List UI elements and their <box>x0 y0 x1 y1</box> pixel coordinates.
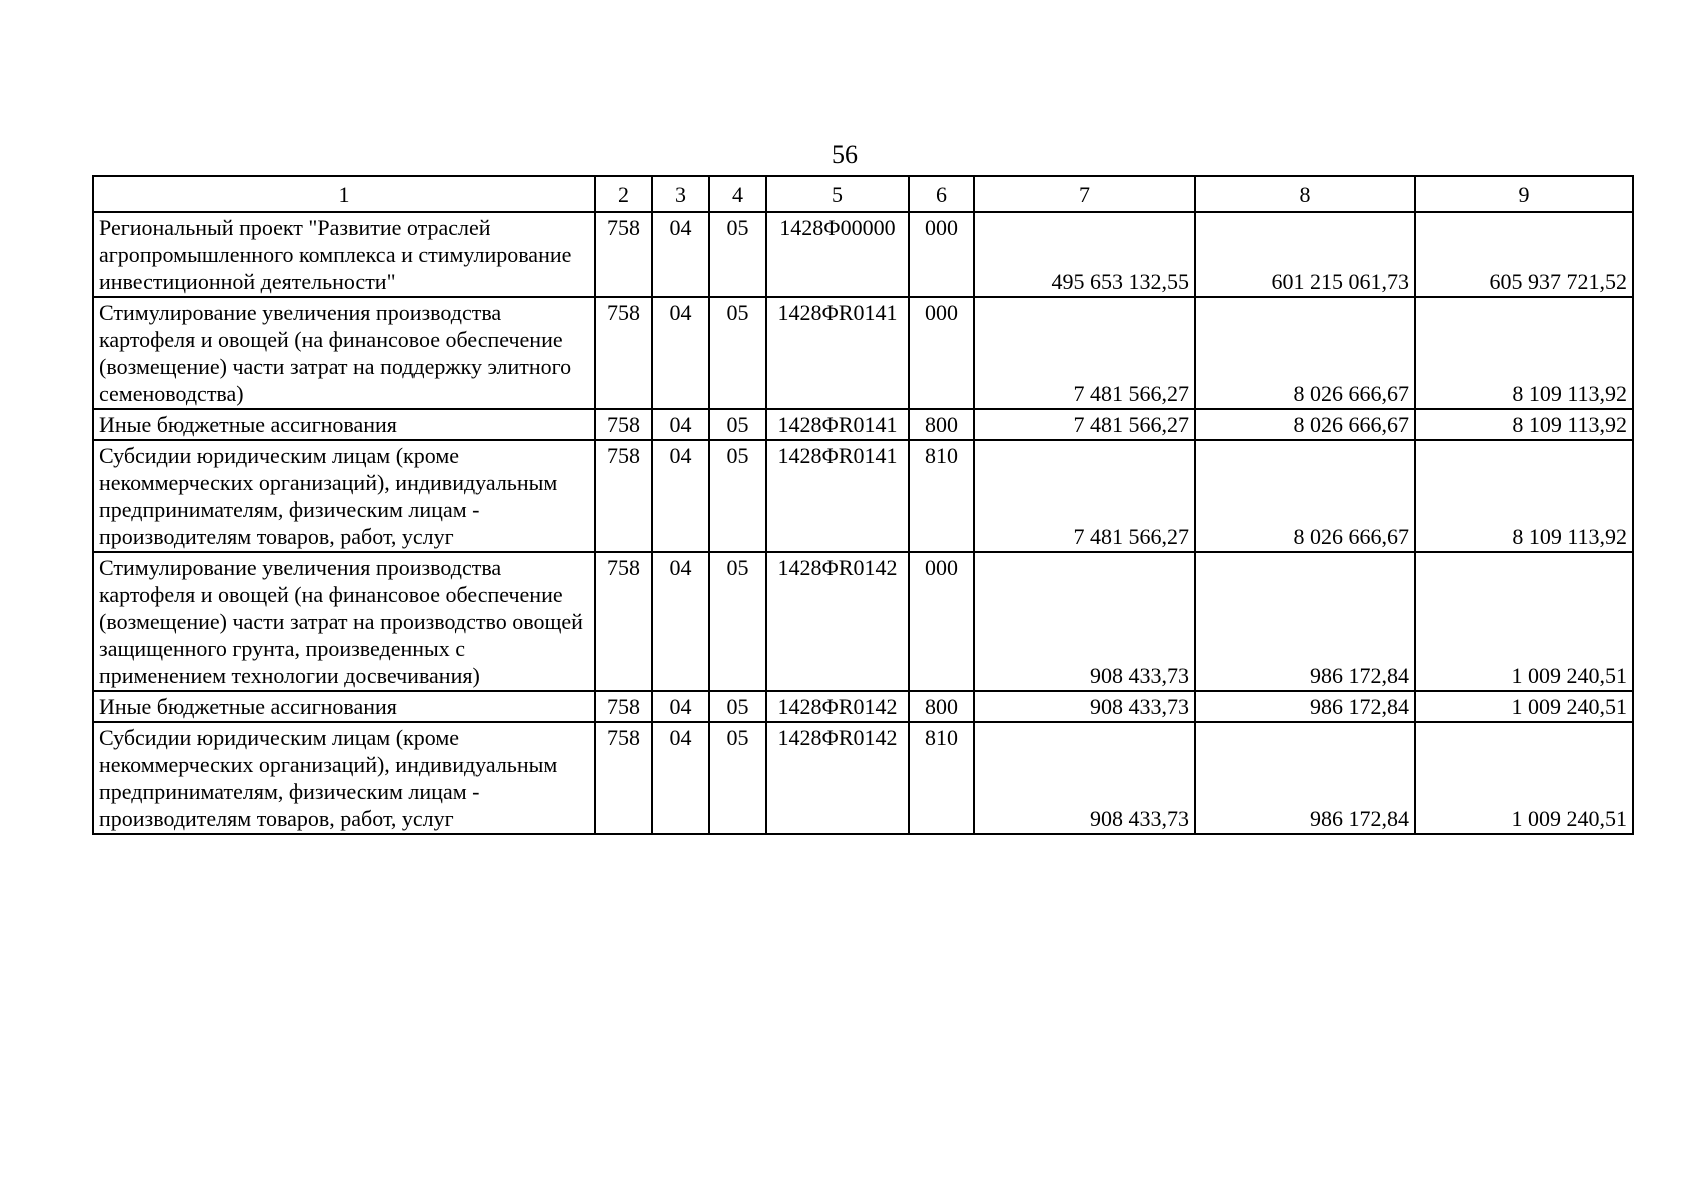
header-cell: 3 <box>652 176 709 212</box>
ministry-code-cell: 758 <box>595 409 652 440</box>
row-name-cell: Субсидии юридическим лицам (кроме некоммерческих организаций), индивидуальным предпринимателям, физическим лицам - производителям товаров, работ, услуг <box>93 722 595 834</box>
table-row <box>93 212 1633 297</box>
amount-cell: 8 109 113,92 <box>1415 440 1633 552</box>
header-cell: 8 <box>1195 176 1415 212</box>
target-article-cell: 1428ФR0141 <box>766 440 909 552</box>
target-article-cell: 1428Ф00000 <box>766 212 909 297</box>
header-cell: 7 <box>974 176 1195 212</box>
amount-cell: 908 433,73 <box>974 691 1195 722</box>
expense-type-cell: 800 <box>909 691 974 722</box>
subsection-code-cell: 05 <box>709 297 766 409</box>
amount-cell: 986 172,84 <box>1195 552 1415 691</box>
expense-type-cell: 000 <box>909 212 974 297</box>
amount-cell: 986 172,84 <box>1195 691 1415 722</box>
section-code-cell: 04 <box>652 297 709 409</box>
table-row <box>93 440 1633 552</box>
amount-cell: 7 481 566,27 <box>974 409 1195 440</box>
row-name-cell: Субсидии юридическим лицам (кроме некоммерческих организаций), индивидуальным предпринимателям, физическим лицам - производителям товаров, работ, услуг <box>93 440 595 552</box>
table-row <box>93 409 1633 440</box>
target-article-cell: 1428ФR0141 <box>766 409 909 440</box>
section-code-cell: 04 <box>652 691 709 722</box>
header-cell: 2 <box>595 176 652 212</box>
table-header-row <box>93 176 1633 212</box>
target-article-cell: 1428ФR0142 <box>766 722 909 834</box>
section-code-cell: 04 <box>652 552 709 691</box>
expense-type-cell: 810 <box>909 722 974 834</box>
amount-cell: 986 172,84 <box>1195 722 1415 834</box>
ministry-code-cell: 758 <box>595 722 652 834</box>
subsection-code-cell: 05 <box>709 691 766 722</box>
amount-cell: 601 215 061,73 <box>1195 212 1415 297</box>
row-name-cell: Иные бюджетные ассигнования <box>93 691 595 722</box>
subsection-code-cell: 05 <box>709 212 766 297</box>
amount-cell: 8 109 113,92 <box>1415 409 1633 440</box>
expense-type-cell: 810 <box>909 440 974 552</box>
subsection-code-cell: 05 <box>709 409 766 440</box>
section-code-cell: 04 <box>652 409 709 440</box>
section-code-cell: 04 <box>652 440 709 552</box>
amount-cell: 8 026 666,67 <box>1195 440 1415 552</box>
header-cell: 6 <box>909 176 974 212</box>
target-article-cell: 1428ФR0142 <box>766 691 909 722</box>
amount-cell: 605 937 721,52 <box>1415 212 1633 297</box>
row-name-cell: Стимулирование увеличения производства картофеля и овощей (на финансовое обеспечение (возмещение) части затрат на производство овощей защищенного грунта, произведенных с применением технологии досвечивания) <box>93 552 595 691</box>
ministry-code-cell: 758 <box>595 297 652 409</box>
amount-cell: 908 433,73 <box>974 552 1195 691</box>
amount-cell: 1 009 240,51 <box>1415 552 1633 691</box>
ministry-code-cell: 758 <box>595 691 652 722</box>
ministry-code-cell: 758 <box>595 552 652 691</box>
amount-cell: 7 481 566,27 <box>974 440 1195 552</box>
header-cell: 4 <box>709 176 766 212</box>
amount-cell: 1 009 240,51 <box>1415 722 1633 834</box>
section-code-cell: 04 <box>652 722 709 834</box>
table-row <box>93 552 1633 691</box>
subsection-code-cell: 05 <box>709 722 766 834</box>
table-row <box>93 297 1633 409</box>
expense-type-cell: 800 <box>909 409 974 440</box>
budget-table <box>92 175 1634 835</box>
target-article-cell: 1428ФR0141 <box>766 297 909 409</box>
row-name-cell: Иные бюджетные ассигнования <box>93 409 595 440</box>
amount-cell: 7 481 566,27 <box>974 297 1195 409</box>
expense-type-cell: 000 <box>909 297 974 409</box>
amount-cell: 908 433,73 <box>974 722 1195 834</box>
row-name-cell: Региональный проект "Развитие отраслей агропромышленного комплекса и стимулирование инвестиционной деятельности" <box>93 212 595 297</box>
amount-cell: 1 009 240,51 <box>1415 691 1633 722</box>
table-row <box>93 722 1633 834</box>
header-cell: 1 <box>93 176 595 212</box>
expense-type-cell: 000 <box>909 552 974 691</box>
header-cell: 9 <box>1415 176 1633 212</box>
page-number: 56 <box>832 140 858 169</box>
header-cell: 5 <box>766 176 909 212</box>
amount-cell: 8 026 666,67 <box>1195 409 1415 440</box>
subsection-code-cell: 05 <box>709 440 766 552</box>
table-row <box>93 691 1633 722</box>
ministry-code-cell: 758 <box>595 212 652 297</box>
amount-cell: 8 026 666,67 <box>1195 297 1415 409</box>
row-name-cell: Стимулирование увеличения производства картофеля и овощей (на финансовое обеспечение (возмещение) части затрат на поддержку элитного семеноводства) <box>93 297 595 409</box>
ministry-code-cell: 758 <box>595 440 652 552</box>
target-article-cell: 1428ФR0142 <box>766 552 909 691</box>
section-code-cell: 04 <box>652 212 709 297</box>
amount-cell: 8 109 113,92 <box>1415 297 1633 409</box>
amount-cell: 495 653 132,55 <box>974 212 1195 297</box>
subsection-code-cell: 05 <box>709 552 766 691</box>
